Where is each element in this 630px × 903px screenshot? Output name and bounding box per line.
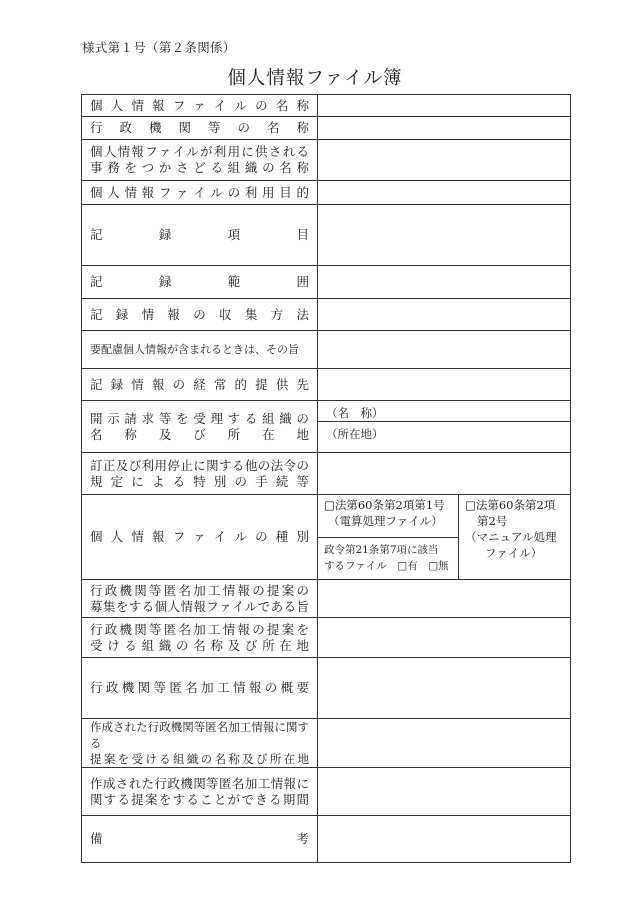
label-text: 記録情報の収集方法: [90, 306, 309, 322]
label-text-line1: 行政機関等匿名加工情報の提案を: [90, 621, 309, 637]
label-remarks: [82, 816, 318, 863]
label-disclosure-office: [82, 401, 318, 453]
row-special-procedures: [82, 453, 571, 495]
row-sensitive-info: [82, 331, 571, 369]
value-created-anonymized-period[interactable]: [318, 768, 571, 816]
label-record-items: [82, 205, 318, 266]
file-type-options: [318, 495, 570, 579]
row-anonymized-proposal-office: [82, 618, 571, 658]
form-number-label: 様式第１号（第２条関係）: [82, 40, 236, 55]
label-managing-organization: [82, 140, 318, 181]
row-record-items: [82, 205, 571, 266]
value-created-anonymized-office[interactable]: [318, 719, 571, 768]
label-purpose: [82, 181, 318, 205]
label-record-scope: [82, 266, 318, 299]
name-caption: （名 称）: [326, 406, 384, 420]
row-file-name: [82, 95, 571, 117]
label-text-line2: 名称及び所在地: [90, 426, 309, 442]
manual-option-caption: （マニュアル処理: [465, 530, 557, 544]
value-record-items[interactable]: [318, 205, 571, 266]
label-created-anonymized-period: [82, 768, 318, 816]
remarks-label: [90, 831, 309, 847]
label-agency-name: [82, 117, 318, 140]
row-regular-recipients: [82, 369, 571, 401]
row-anonymized-proposal-recruit: [82, 580, 571, 618]
value-anonymized-summary[interactable]: [318, 658, 571, 719]
value-special-procedures[interactable]: [318, 453, 571, 495]
value-purpose[interactable]: [318, 181, 571, 205]
row-created-anonymized-period: [82, 768, 571, 816]
electronic-option[interactable]: [318, 495, 458, 538]
label-text: 記録情報の経常的提供先: [90, 376, 309, 392]
row-collection-method: [82, 299, 571, 331]
value-sensitive-info[interactable]: [318, 331, 571, 369]
row-record-scope: [82, 266, 571, 299]
disclosure-name-field[interactable]: [318, 401, 570, 422]
label-text: 行政機関等の名称: [90, 120, 309, 135]
value-anonymized-proposal-recruit[interactable]: [318, 580, 571, 618]
label-file-name: [82, 95, 318, 117]
value-agency-name[interactable]: [318, 117, 571, 140]
value-record-scope[interactable]: [318, 266, 571, 299]
label-anonymized-summary: [82, 658, 318, 719]
document-title: 個人情報ファイル簿: [227, 68, 403, 89]
label-special-procedures: [82, 453, 318, 495]
label-regular-recipients: [82, 369, 318, 401]
manual-option-label: □法第60条第2項: [465, 498, 556, 512]
label-sensitive-info: [82, 331, 318, 369]
value-disclosure-office: [318, 401, 571, 453]
label-text-line2: 事務をつかさどる組織の名称: [90, 160, 309, 175]
electronic-option-label: □法第60条第2項第1号: [324, 498, 445, 512]
label-text-line1: 開示請求等を受理する組織の: [90, 410, 309, 426]
label-text: 個人情報ファイルの利用目的: [90, 184, 309, 200]
label-text: 個人情報ファイルの種別: [90, 529, 309, 544]
label-text-line1: 訂正及び利用停止に関する他の法令の: [90, 457, 309, 473]
row-anonymized-summary: [82, 658, 571, 719]
value-collection-method[interactable]: [318, 299, 571, 331]
label-text-line1: 行政機関等匿名加工情報の提案の: [90, 582, 309, 598]
remarks-label-first: 備: [90, 831, 103, 846]
label-created-anonymized-office: [82, 719, 318, 768]
value-anonymized-proposal-office[interactable]: [318, 618, 571, 658]
label-text: 要配慮個人情報が含まれるときは、その旨: [90, 342, 299, 356]
manual-option-label-cont: 第2号: [477, 514, 508, 528]
label-text: 個人情報ファイルの名称: [90, 97, 309, 113]
label-anonymized-proposal-recruit: [82, 580, 318, 618]
label-text-line2: 募集をする個人情報ファイルである旨: [90, 598, 309, 614]
electronic-option-caption: （電算処理ファイル）: [328, 514, 443, 528]
value-regular-recipients[interactable]: [318, 369, 571, 401]
row-created-anonymized-office: [82, 719, 571, 768]
row-managing-organization: [82, 140, 571, 181]
remarks-label-last: 考: [296, 831, 309, 846]
label-file-type: [82, 495, 318, 580]
label-text-line2: 関する提案をすることができる期間: [90, 791, 309, 807]
value-remarks[interactable]: [318, 816, 571, 863]
label-text-line1: 作成された行政機関等匿名加工情報に関する: [90, 720, 309, 750]
row-purpose: [82, 181, 571, 205]
label-text: 記録範囲: [90, 274, 309, 289]
row-file-type: [82, 495, 571, 580]
value-managing-organization[interactable]: [318, 140, 571, 181]
label-collection-method: [82, 299, 318, 331]
location-caption: （所在地）: [326, 427, 384, 441]
manual-option[interactable]: [459, 495, 570, 579]
label-text: 行政機関等匿名加工情報の概要: [90, 680, 309, 695]
disclosure-location-field[interactable]: [326, 422, 562, 442]
label-text-line1: 作成された行政機関等匿名加工情報に: [90, 775, 309, 791]
label-text-line2: 受ける組織の名称及び所在地: [90, 637, 309, 653]
row-disclosure-office: [82, 401, 571, 453]
label-text-line2: 規定による特別の手続等: [90, 473, 309, 489]
file-type-electronic-group: [318, 495, 459, 579]
personal-info-file-ledger-table: [81, 94, 571, 863]
cabinet-order-label: 政令第21条第7項に該当: [324, 544, 439, 556]
cabinet-order-applicability[interactable]: [318, 538, 458, 579]
manual-option-caption-cont: ファイル）: [485, 546, 543, 560]
row-agency-name: [82, 117, 571, 140]
label-text-line1: 個人情報ファイルが利用に供される: [90, 144, 309, 159]
label-anonymized-proposal-office: [82, 618, 318, 658]
label-text-line2: 提案を受ける組織の名称及び所在地: [90, 752, 309, 766]
value-file-name[interactable]: [318, 95, 571, 117]
label-text: 記録項目: [90, 227, 309, 242]
value-file-type: [318, 495, 571, 580]
cabinet-order-checkboxes: するファイル □有 □無: [324, 560, 449, 572]
row-remarks: [82, 816, 571, 863]
